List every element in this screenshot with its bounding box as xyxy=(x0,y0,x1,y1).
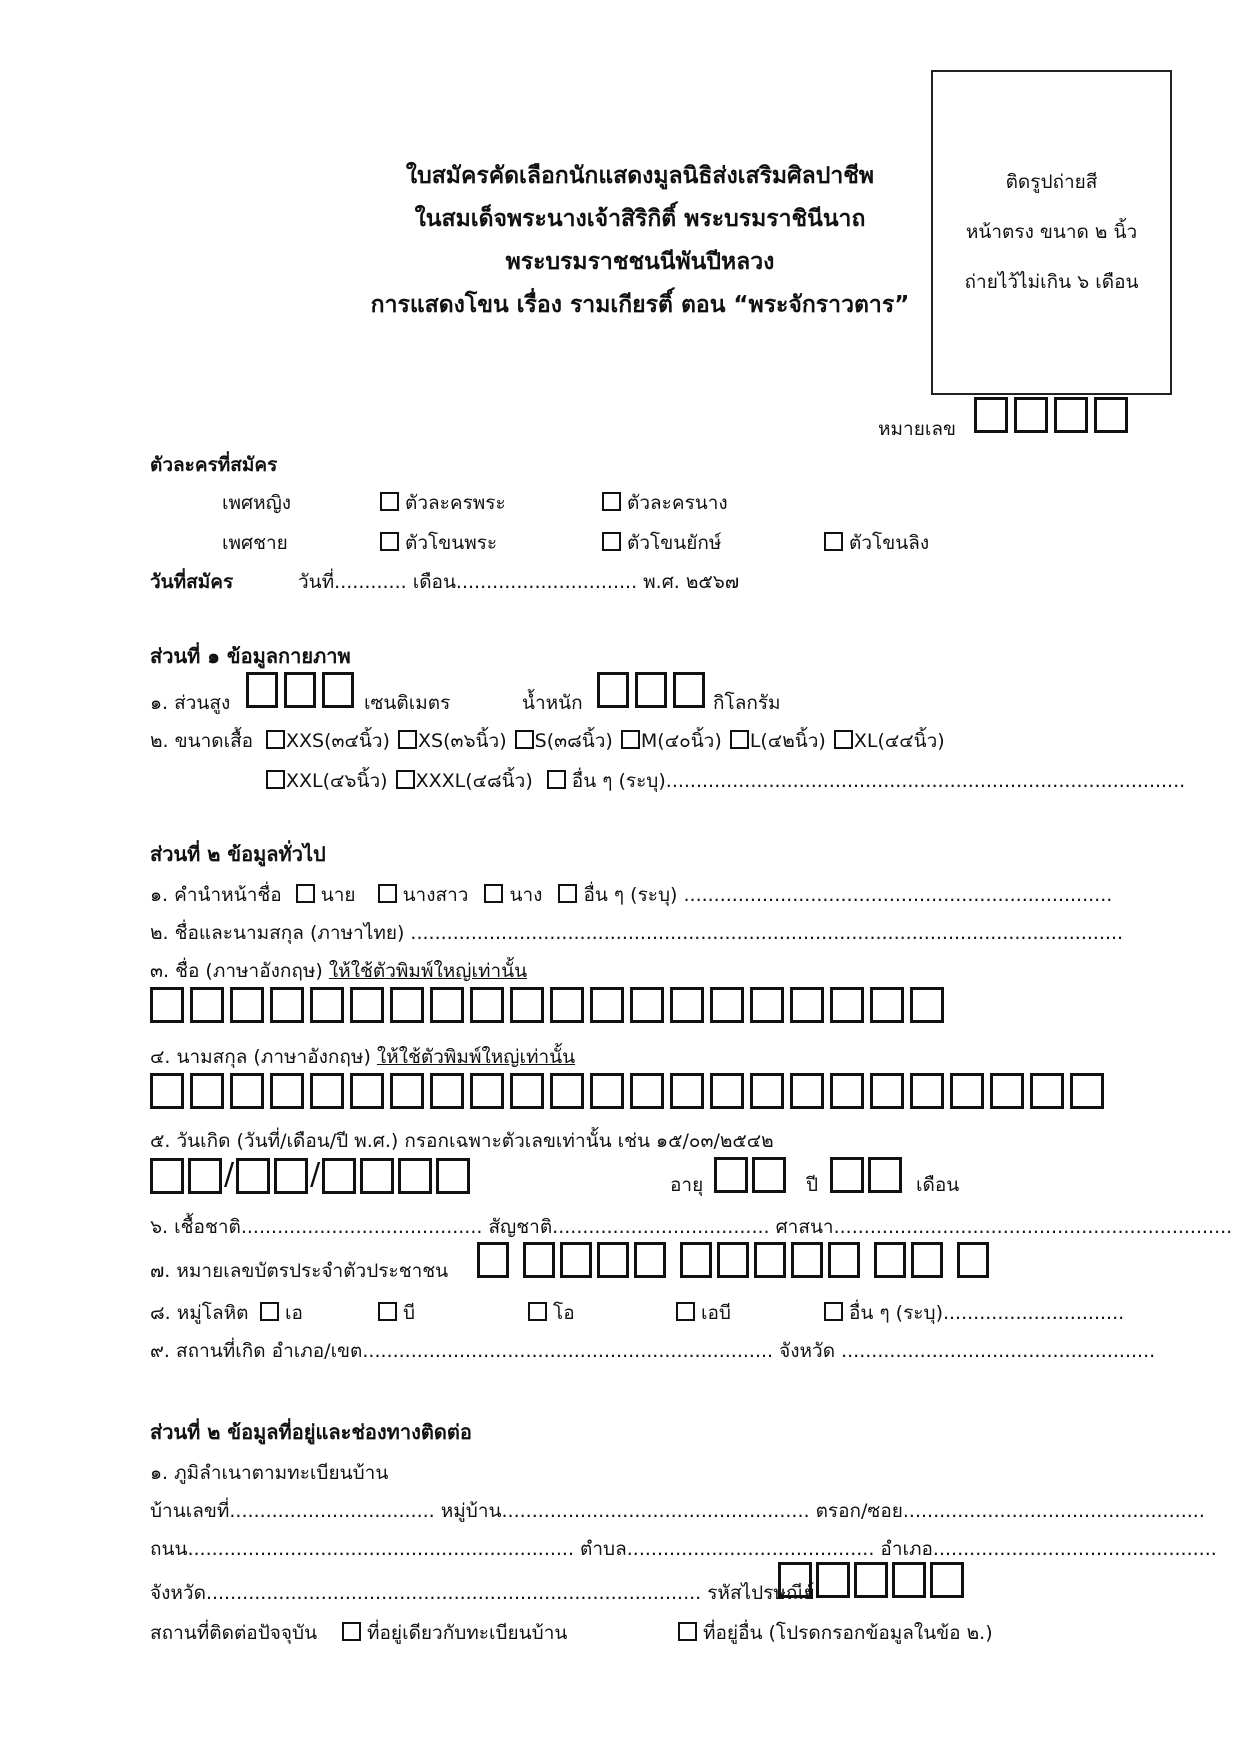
form-title-line-4: การแสดงโขน เรื่อง รามเกียรติ์ ตอน “พระจักราวตาร” xyxy=(370,292,910,318)
letter-box[interactable] xyxy=(670,987,704,1023)
letter-box[interactable] xyxy=(830,987,864,1023)
shirt-size-option: S(๓๘นิ้ว) xyxy=(534,730,613,752)
digit-box[interactable] xyxy=(854,1562,888,1598)
english-last-name-text: ๔. นามสกุล (ภาษาอังกฤษ) xyxy=(150,1046,371,1068)
letter-box[interactable] xyxy=(310,1073,344,1109)
letter-box[interactable] xyxy=(430,1073,464,1109)
letter-box[interactable] xyxy=(190,987,224,1023)
role-option-male-phra[interactable] xyxy=(378,528,497,558)
name-prefix-row xyxy=(150,880,1112,910)
letter-box[interactable] xyxy=(470,987,504,1023)
letter-box[interactable] xyxy=(990,1073,1024,1109)
photo-instruction-1: ติดรูปถ่ายสี xyxy=(1005,171,1098,193)
blood-other-field[interactable]: อื่น ๆ (ระบุ).............................. xyxy=(849,1302,1125,1324)
letter-box[interactable] xyxy=(270,1073,304,1109)
letter-box[interactable] xyxy=(790,1073,824,1109)
height-unit: เซนติเมตร xyxy=(364,692,451,714)
option-label: ตัวละครนาง xyxy=(627,492,728,514)
checkbox[interactable] xyxy=(378,884,397,903)
shirt-size-option: XS(๓๖นิ้ว) xyxy=(418,730,507,752)
role-option-female-nang[interactable] xyxy=(600,488,728,518)
letter-box[interactable] xyxy=(750,1073,784,1109)
male-label: เพศชาย xyxy=(222,532,288,554)
province-postcode-label[interactable]: จังหวัด.................................................................................. รหัสไปรษณีย์ xyxy=(150,1582,815,1604)
digit-box[interactable] xyxy=(714,1157,748,1193)
part3-heading: ส่วนที่ ๒ ข้อมูลที่อยู่และช่องทางติดต่อ xyxy=(150,1420,472,1444)
role-option-male-ling[interactable] xyxy=(822,528,929,558)
letter-box[interactable] xyxy=(1070,1073,1104,1109)
form-title-line-2: ในสมเด็จพระนางเจ้าสิริกิติ์ พระบรมราชินีนาถ xyxy=(414,206,866,232)
digit-box[interactable] xyxy=(634,1242,666,1278)
digit-box[interactable] xyxy=(868,1157,902,1193)
digit-box[interactable] xyxy=(597,672,629,708)
letter-box[interactable] xyxy=(310,987,344,1023)
contact-address-label: สถานที่ติดต่อปัจจุบัน xyxy=(150,1622,318,1644)
letter-box[interactable] xyxy=(750,987,784,1023)
date-separator: / xyxy=(224,1157,235,1192)
checkbox[interactable] xyxy=(260,1302,279,1321)
ethnicity-nationality-religion-row[interactable]: ๖. เชื้อชาติ........................................ สัญชาติ.................................... ศาสนา.................................................................. xyxy=(150,1216,1233,1238)
letter-box[interactable] xyxy=(230,1073,264,1109)
digit-box[interactable] xyxy=(436,1158,470,1194)
digit-box[interactable] xyxy=(1054,397,1088,433)
option-label: ตัวโขนยักษ์ xyxy=(627,532,722,554)
letter-box[interactable] xyxy=(350,1073,384,1109)
shirt-size-row-2 xyxy=(266,766,1185,796)
letter-box[interactable] xyxy=(790,987,824,1023)
shirt-size-option: XXL(๔๖นิ้ว) xyxy=(286,770,388,792)
blood-option-label: โอ xyxy=(553,1302,575,1324)
option-label: ตัวละครพระ xyxy=(405,492,506,514)
digit-box[interactable] xyxy=(752,1157,786,1193)
option-label: ตัวโขนพระ xyxy=(405,532,498,554)
weight-label: น้ำหนัก xyxy=(522,692,583,714)
application-date-field[interactable]: วันที่............ เดือน.............................. พ.ศ. ๒๕๖๗ xyxy=(298,571,740,593)
digit-box[interactable] xyxy=(284,672,316,708)
letter-box[interactable] xyxy=(590,987,624,1023)
digit-box[interactable] xyxy=(680,1242,712,1278)
checkbox[interactable] xyxy=(380,532,399,551)
dob-boxes xyxy=(150,1157,474,1194)
blood-option-b[interactable] xyxy=(376,1298,415,1328)
checkbox[interactable] xyxy=(398,730,417,749)
english-first-name-label xyxy=(150,956,527,986)
letter-box[interactable] xyxy=(230,987,264,1023)
letter-box[interactable] xyxy=(470,1073,504,1109)
blood-option-other[interactable] xyxy=(822,1298,1124,1328)
digit-box[interactable] xyxy=(974,397,1008,433)
female-label: เพศหญิง xyxy=(222,492,292,514)
contact-option-label: ที่อยู่อื่น (โปรดกรอกข้อมูลในข้อ ๒.) xyxy=(703,1622,993,1644)
height-boxes xyxy=(246,672,360,708)
english-first-name-text: ๓. ชื่อ (ภาษาอังกฤษ) xyxy=(150,960,323,982)
checkbox[interactable] xyxy=(396,770,415,789)
letter-box[interactable] xyxy=(510,987,544,1023)
letter-box[interactable] xyxy=(390,1073,424,1109)
digit-box[interactable] xyxy=(360,1158,394,1194)
birthplace-row[interactable]: ๙. สถานที่เกิด อำเภอ/เขต.................................................................... จังหวัด .................................................... xyxy=(150,1340,1156,1362)
checkbox[interactable] xyxy=(621,730,640,749)
checkbox[interactable] xyxy=(484,884,503,903)
digit-box[interactable] xyxy=(911,1242,943,1278)
blood-option-label: บี xyxy=(403,1302,416,1324)
prefix-option: นาง xyxy=(509,884,543,906)
weight-unit: กิโลกรัม xyxy=(713,692,781,714)
digit-box[interactable] xyxy=(188,1158,222,1194)
letter-box[interactable] xyxy=(1030,1073,1064,1109)
letter-box[interactable] xyxy=(590,1073,624,1109)
letter-box[interactable] xyxy=(430,987,464,1023)
month-label: เดือน xyxy=(916,1174,960,1196)
form-title-line-1: ใบสมัครคัดเลือกนักแสดงมูลนิธิส่งเสริมศิลปาชีพ xyxy=(405,163,875,189)
age-month-boxes xyxy=(830,1157,908,1193)
digit-box[interactable] xyxy=(791,1242,823,1278)
address-line-1[interactable]: บ้านเลขที่.................................. หมู่บ้าน................................................... ตรอก/ซอย.................................................. xyxy=(150,1500,1205,1522)
prefix-option: นางสาว xyxy=(402,884,469,906)
blood-option-a[interactable] xyxy=(258,1298,303,1328)
contact-option-label: ที่อยู่เดียวกับทะเบียนบ้าน xyxy=(367,1622,568,1644)
checkbox[interactable] xyxy=(378,1302,397,1321)
digit-box[interactable] xyxy=(322,672,354,708)
checkbox[interactable] xyxy=(266,730,285,749)
letter-box[interactable] xyxy=(190,1073,224,1109)
shirt-size-row-1 xyxy=(266,726,945,756)
name-prefix-label: ๑. คำนำหน้าชื่อ xyxy=(150,884,282,906)
form-title-line-3: พระบรมราชชนนีพันปีหลวง xyxy=(505,249,775,275)
checkbox[interactable] xyxy=(676,1302,695,1321)
checkbox[interactable] xyxy=(515,730,534,749)
digit-box[interactable] xyxy=(1014,397,1048,433)
blood-option-ab[interactable] xyxy=(674,1298,731,1328)
digit-box[interactable] xyxy=(828,1242,860,1278)
age-year-boxes xyxy=(714,1157,792,1193)
digit-box[interactable] xyxy=(930,1562,964,1598)
digit-box[interactable] xyxy=(892,1562,926,1598)
dob-label: ๕. วันเกิด (วันที่/เดือน/ปี พ.ศ.) กรอกเฉพาะตัวเลขเท่านั้น เช่น ๑๕/๐๓/๒๕๔๒ xyxy=(150,1130,774,1152)
english-first-name-boxes xyxy=(150,987,944,1023)
shirt-size-option: XL(๔๔นิ้ว) xyxy=(853,730,945,752)
part2-heading: ส่วนที่ ๒ ข้อมูลทั่วไป xyxy=(150,842,326,866)
applicant-number-boxes xyxy=(974,397,1134,433)
letter-box[interactable] xyxy=(150,1073,184,1109)
checkbox[interactable] xyxy=(380,492,399,511)
digit-box[interactable] xyxy=(778,1562,812,1598)
letter-box[interactable] xyxy=(910,987,944,1023)
uppercase-note: ให้ใช้ตัวพิมพ์ใหญ่เท่านั้น xyxy=(376,1046,576,1068)
checkbox[interactable] xyxy=(602,532,621,551)
letter-box[interactable] xyxy=(870,1073,904,1109)
digit-box[interactable] xyxy=(1094,397,1128,433)
checkbox[interactable] xyxy=(558,884,577,903)
age-label: อายุ xyxy=(670,1174,704,1196)
address-line-2[interactable]: ถนน................................................................ ตำบล......................................... อำเภอ............................................... xyxy=(150,1538,1217,1560)
checkbox[interactable] xyxy=(824,1302,843,1321)
uppercase-note: ให้ใช้ตัวพิมพ์ใหญ่เท่านั้น xyxy=(328,960,528,982)
digit-box[interactable] xyxy=(523,1242,555,1278)
id-card-boxes xyxy=(477,1242,989,1278)
digit-box[interactable] xyxy=(398,1158,432,1194)
checkbox[interactable] xyxy=(528,1302,547,1321)
height-label: ๑. ส่วนสูง xyxy=(150,692,231,714)
role-heading: ตัวละครที่สมัคร xyxy=(150,454,278,476)
year-label: ปี xyxy=(806,1174,819,1196)
option-label: ตัวโขนลิง xyxy=(849,532,930,554)
checkbox[interactable] xyxy=(824,532,843,551)
role-option-male-yak[interactable] xyxy=(600,528,721,558)
part1-heading: ส่วนที่ ๑ ข้อมูลกายภาพ xyxy=(150,644,351,668)
digit-box[interactable] xyxy=(635,672,667,708)
digit-box[interactable] xyxy=(717,1242,749,1278)
checkbox[interactable] xyxy=(602,492,621,511)
letter-box[interactable] xyxy=(630,1073,664,1109)
digit-box[interactable] xyxy=(874,1242,906,1278)
checkbox[interactable] xyxy=(296,884,315,903)
letter-box[interactable] xyxy=(270,987,304,1023)
photo-instruction-3: ถ่ายไว้ไม่เกิน ๖ เดือน xyxy=(964,271,1139,293)
checkbox[interactable] xyxy=(547,770,566,789)
photo-box xyxy=(931,70,1172,395)
letter-box[interactable] xyxy=(950,1073,984,1109)
blood-option-o[interactable] xyxy=(526,1298,575,1328)
digit-box[interactable] xyxy=(322,1158,356,1194)
contact-option-same[interactable] xyxy=(340,1618,567,1648)
letter-box[interactable] xyxy=(710,987,744,1023)
prefix-option: นาย xyxy=(320,884,356,906)
photo-instruction-2: หน้าตรง ขนาด ๒ นิ้ว xyxy=(965,221,1138,243)
checkbox[interactable] xyxy=(834,730,853,749)
thai-name-field[interactable]: ๒. ชื่อและนามสกุล (ภาษาไทย) ...................................................................................................................... xyxy=(150,922,1124,944)
letter-box[interactable] xyxy=(390,987,424,1023)
date-separator: / xyxy=(310,1157,321,1192)
digit-box[interactable] xyxy=(246,672,278,708)
letter-box[interactable] xyxy=(910,1073,944,1109)
shirt-size-option: XXS(๓๔นิ้ว) xyxy=(286,730,390,752)
postcode-boxes xyxy=(778,1562,970,1598)
shirt-size-option: XXXL(๔๘นิ้ว) xyxy=(415,770,533,792)
digit-box[interactable] xyxy=(830,1157,864,1193)
shirt-size-option: L(๔๒นิ้ว) xyxy=(749,730,826,752)
application-date-heading: วันที่สมัคร xyxy=(150,571,234,593)
letter-box[interactable] xyxy=(830,1073,864,1109)
letter-box[interactable] xyxy=(550,987,584,1023)
letter-box[interactable] xyxy=(510,1073,544,1109)
letter-box[interactable] xyxy=(550,1073,584,1109)
checkbox[interactable] xyxy=(266,770,285,789)
digit-box[interactable] xyxy=(957,1242,989,1278)
letter-box[interactable] xyxy=(630,987,664,1023)
digit-box[interactable] xyxy=(754,1242,786,1278)
blood-option-label: เอบี xyxy=(701,1302,731,1324)
digit-box[interactable] xyxy=(477,1242,509,1278)
letter-box[interactable] xyxy=(670,1073,704,1109)
contact-option-other[interactable] xyxy=(676,1618,993,1648)
checkbox[interactable] xyxy=(730,730,749,749)
checkbox[interactable] xyxy=(678,1622,697,1641)
domicile-label: ๑. ภูมิลำเนาตามทะเบียนบ้าน xyxy=(150,1462,389,1484)
english-last-name-label xyxy=(150,1042,575,1072)
number-label: หมายเลข xyxy=(878,418,956,440)
digit-box[interactable] xyxy=(560,1242,592,1278)
letter-box[interactable] xyxy=(150,987,184,1023)
digit-box[interactable] xyxy=(274,1158,308,1194)
id-card-label: ๗. หมายเลขบัตรประจำตัวประชาชน xyxy=(150,1260,449,1282)
role-option-female-phra[interactable] xyxy=(378,488,506,518)
checkbox[interactable] xyxy=(342,1622,361,1641)
letter-box[interactable] xyxy=(710,1073,744,1109)
letter-box[interactable] xyxy=(350,987,384,1023)
digit-box[interactable] xyxy=(597,1242,629,1278)
blood-type-label: ๘. หมู่โลหิต xyxy=(150,1302,249,1324)
digit-box[interactable] xyxy=(673,672,705,708)
weight-boxes xyxy=(597,672,711,708)
shirt-size-other[interactable]: อื่น ๆ (ระบุ)...................................................................................... xyxy=(571,770,1186,792)
shirt-size-label: ๒. ขนาดเสื้อ xyxy=(150,730,254,752)
digit-box[interactable] xyxy=(816,1562,850,1598)
prefix-other-field[interactable]: อื่น ๆ (ระบุ) ....................................................................... xyxy=(583,884,1113,906)
shirt-size-option: M(๔๐นิ้ว) xyxy=(640,730,722,752)
digit-box[interactable] xyxy=(150,1158,184,1194)
digit-box[interactable] xyxy=(236,1158,270,1194)
blood-option-label: เอ xyxy=(285,1302,303,1324)
english-last-name-boxes xyxy=(150,1073,1104,1109)
letter-box[interactable] xyxy=(870,987,904,1023)
